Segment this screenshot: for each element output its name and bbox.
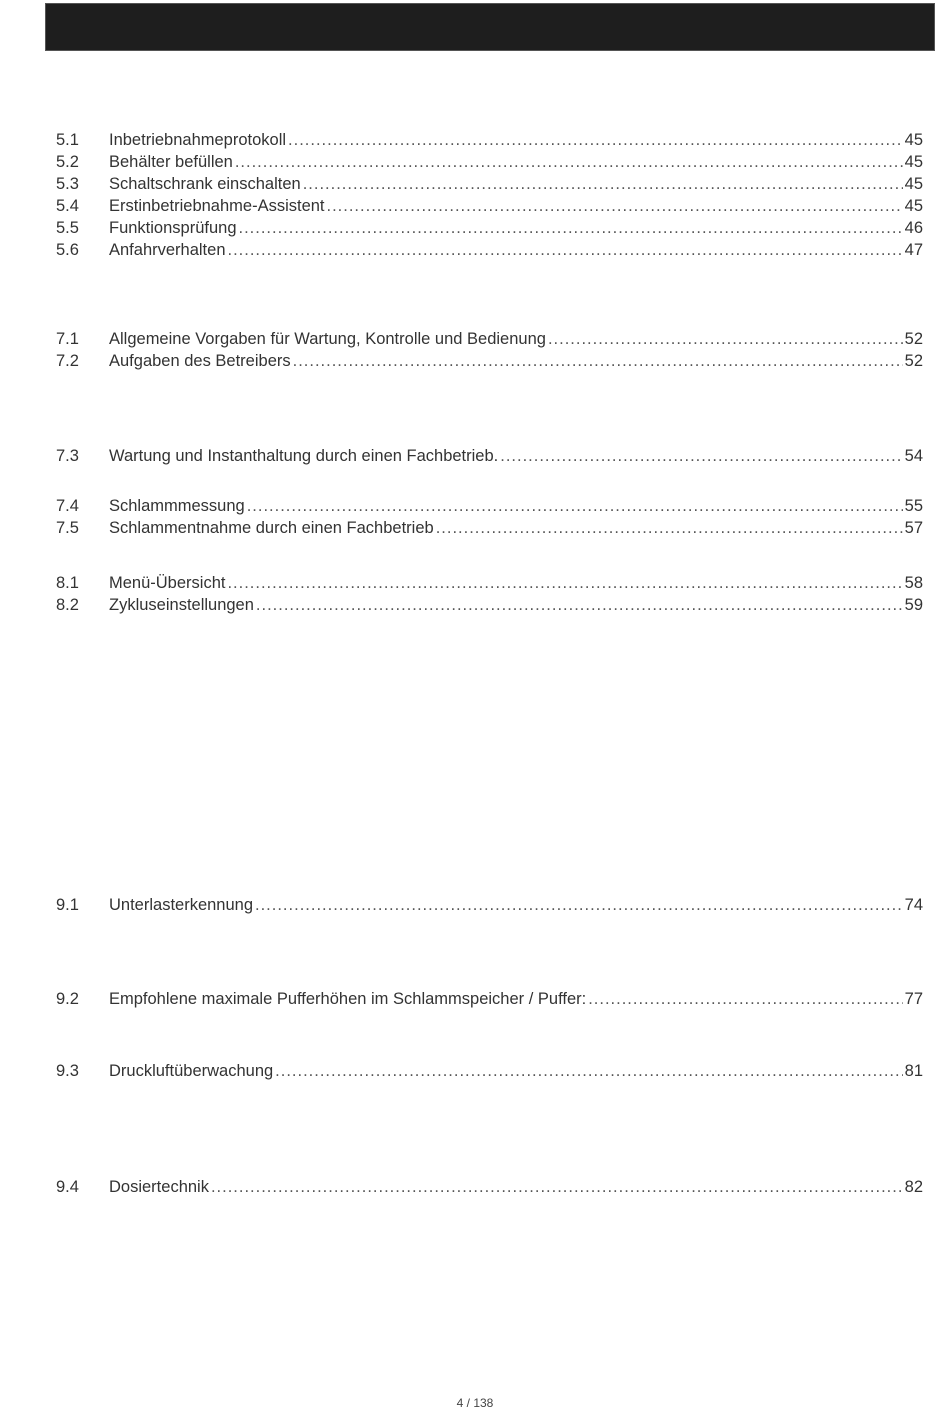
toc-title: Anfahrverhalten bbox=[109, 241, 226, 259]
toc-title: Erstinbetriebnahme-Assistent bbox=[109, 197, 325, 215]
toc-number: 5.6 bbox=[56, 241, 79, 259]
toc-title: Schlammentnahme durch einen Fachbetrieb bbox=[109, 519, 434, 537]
toc-page-number: 77 bbox=[904, 990, 923, 1008]
toc-entry[interactable] bbox=[56, 195, 923, 217]
toc-leader bbox=[288, 129, 903, 151]
toc-entry[interactable] bbox=[56, 151, 923, 173]
toc-page-number: 82 bbox=[904, 1178, 923, 1196]
toc-page-number: 52 bbox=[904, 330, 923, 348]
toc-entry[interactable] bbox=[56, 445, 923, 467]
toc-title: Menü-Übersicht bbox=[109, 574, 226, 592]
toc-page-number: 54 bbox=[904, 447, 923, 465]
toc-page-number: 58 bbox=[904, 574, 923, 592]
toc-page-number: 59 bbox=[904, 596, 923, 614]
toc-leader bbox=[275, 1060, 902, 1082]
toc-page-number: 52 bbox=[904, 352, 923, 370]
toc-entry[interactable] bbox=[56, 129, 923, 151]
toc-title: Schlammmessung bbox=[109, 497, 245, 515]
toc-entry[interactable] bbox=[56, 572, 923, 594]
toc-leader bbox=[588, 988, 902, 1010]
toc-page-number: 47 bbox=[904, 241, 923, 259]
toc-number: 7.1 bbox=[56, 330, 79, 348]
toc-leader bbox=[256, 594, 903, 616]
toc-number: 8.2 bbox=[56, 596, 79, 614]
toc-leader bbox=[436, 517, 903, 539]
toc-title: Allgemeine Vorgaben für Wartung, Kontrolle und Bedienung bbox=[109, 330, 546, 348]
toc-title: Schaltschrank einschalten bbox=[109, 175, 301, 193]
toc-leader bbox=[227, 572, 902, 594]
toc-number: 5.4 bbox=[56, 197, 79, 215]
toc-number: 7.3 bbox=[56, 447, 79, 465]
toc-page-number: 45 bbox=[904, 131, 923, 149]
toc-page-number: 45 bbox=[904, 153, 923, 171]
toc-title: Druckluftüberwachung bbox=[109, 1062, 274, 1080]
toc-number: 9.4 bbox=[56, 1178, 79, 1196]
toc-entry[interactable] bbox=[56, 1176, 923, 1198]
toc-page-number: 45 bbox=[904, 197, 923, 215]
toc-entry[interactable] bbox=[56, 239, 923, 261]
toc-title: Funktionsprüfung bbox=[109, 219, 237, 237]
toc-number: 5.2 bbox=[56, 153, 79, 171]
toc-page-number: 74 bbox=[904, 896, 923, 914]
toc-entry[interactable] bbox=[56, 517, 923, 539]
toc-entry[interactable] bbox=[56, 1060, 923, 1082]
toc-leader bbox=[228, 239, 903, 261]
toc-page-number: 55 bbox=[904, 497, 923, 515]
toc-entry[interactable] bbox=[56, 350, 923, 372]
toc-number: 7.5 bbox=[56, 519, 79, 537]
toc-entry[interactable] bbox=[56, 594, 923, 616]
toc-number: 5.3 bbox=[56, 175, 79, 193]
toc-entry[interactable] bbox=[56, 495, 923, 517]
toc-leader bbox=[255, 894, 903, 916]
toc-leader bbox=[293, 350, 903, 372]
toc-leader bbox=[327, 195, 903, 217]
toc-title: Unterlasterkennung bbox=[109, 896, 254, 914]
toc-entry[interactable] bbox=[56, 173, 923, 195]
toc-title: Zykluseinstellungen bbox=[109, 596, 254, 614]
toc-page-number: 81 bbox=[904, 1062, 923, 1080]
toc-number: 8.1 bbox=[56, 574, 79, 592]
toc-entry[interactable] bbox=[56, 328, 923, 350]
toc-number: 5.5 bbox=[56, 219, 79, 237]
toc-leader bbox=[548, 328, 903, 350]
toc-title: Empfohlene maximale Pufferhöhen im Schlammspeicher / Puffer: bbox=[109, 990, 587, 1008]
toc-leader bbox=[247, 495, 903, 517]
toc-page-number: 57 bbox=[904, 519, 923, 537]
toc-leader bbox=[235, 151, 903, 173]
toc-leader bbox=[239, 217, 903, 239]
toc-entry[interactable] bbox=[56, 217, 923, 239]
toc-leader bbox=[500, 445, 902, 467]
toc-title: Behälter befüllen bbox=[109, 153, 233, 171]
toc-page-number: 46 bbox=[904, 219, 923, 237]
toc-number: 9.1 bbox=[56, 896, 79, 914]
toc-title: Dosiertechnik bbox=[109, 1178, 209, 1196]
toc-title: Aufgaben des Betreibers bbox=[109, 352, 291, 370]
toc-number: 9.2 bbox=[56, 990, 79, 1008]
header-bar bbox=[45, 3, 935, 51]
page-indicator: 4 / 138 bbox=[456, 1396, 494, 1410]
toc-leader bbox=[303, 173, 903, 195]
toc-number: 7.4 bbox=[56, 497, 79, 515]
toc-number: 7.2 bbox=[56, 352, 79, 370]
toc-title: Inbetriebnahmeprotokoll bbox=[109, 131, 287, 149]
toc-number: 9.3 bbox=[56, 1062, 79, 1080]
toc-entry[interactable] bbox=[56, 988, 923, 1010]
toc-number: 5.1 bbox=[56, 131, 79, 149]
toc-leader bbox=[211, 1176, 903, 1198]
toc-title: Wartung und Instanthaltung durch einen Fachbetrieb. bbox=[109, 447, 499, 465]
toc-page-number: 45 bbox=[904, 175, 923, 193]
toc-entry[interactable] bbox=[56, 894, 923, 916]
